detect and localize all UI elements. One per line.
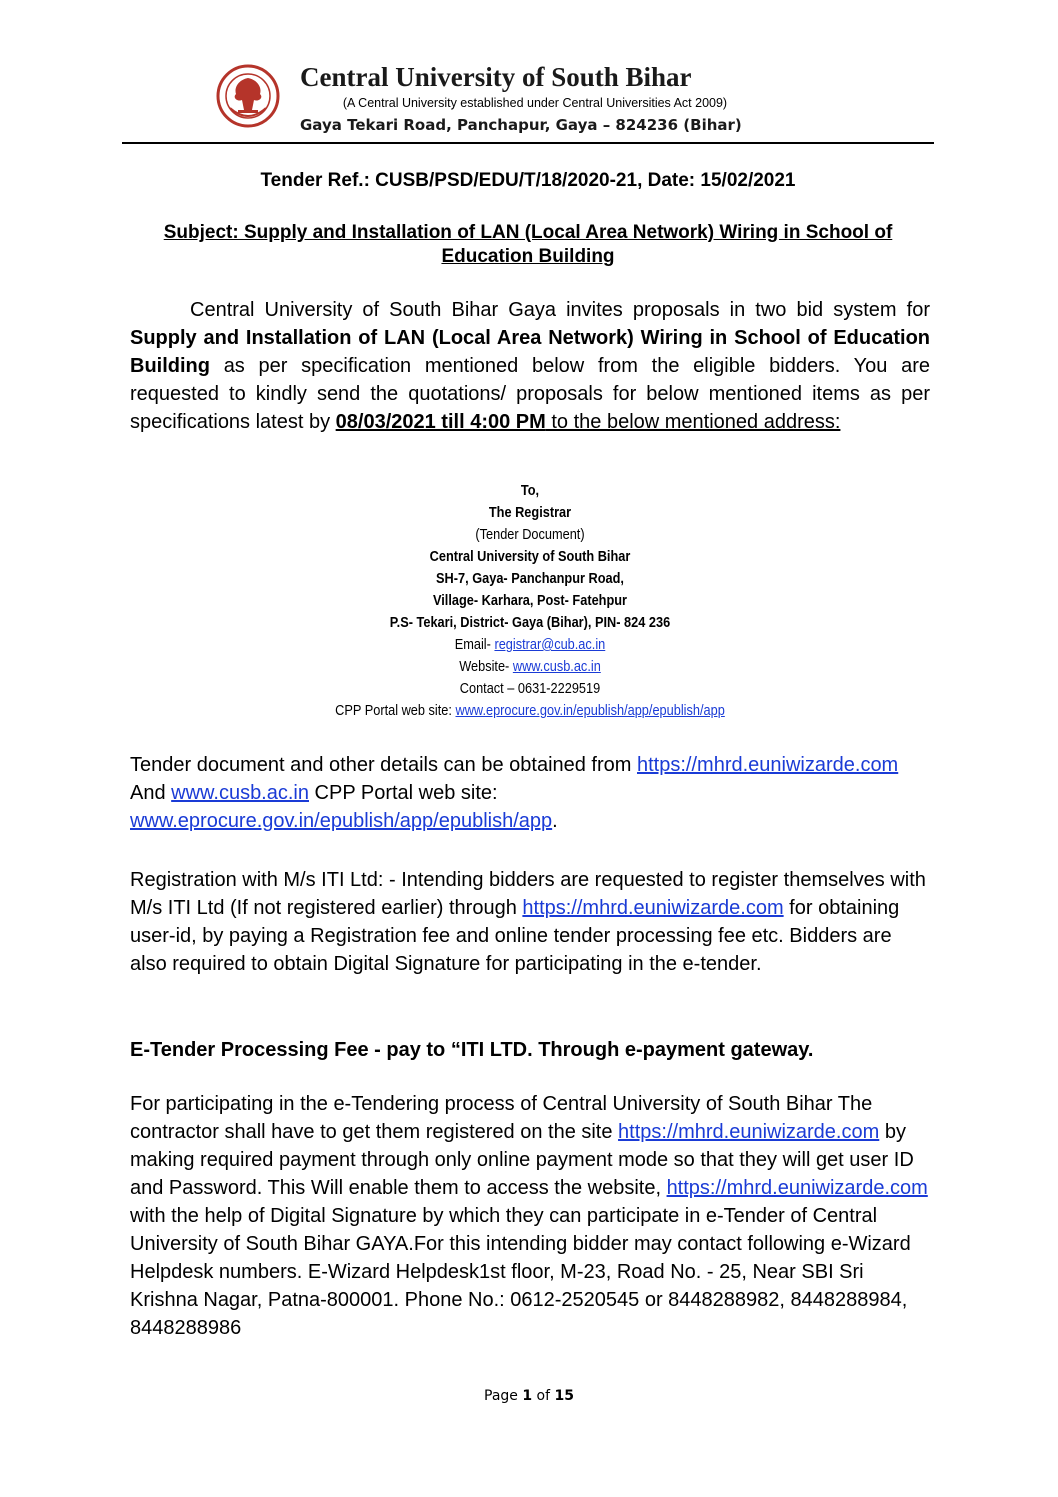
address-email-line — [266, 634, 794, 656]
registration-euniwizarde-link[interactable]: https://mhrd.euniwizarde.com — [522, 897, 784, 919]
tender-doc-text-3: CPP Portal web site: — [309, 782, 498, 804]
euniwizarde-link[interactable]: https://mhrd.euniwizarde.com — [637, 754, 899, 776]
tender-document-paragraph — [130, 751, 930, 835]
university-name: Central University of South Bihar — [300, 62, 692, 92]
page-total: 15 — [554, 1388, 574, 1404]
page-number: 1 — [522, 1388, 533, 1404]
intro-bold-title: Supply and Installation of LAN (Local Area Network) Wiring in School of Education Building — [130, 327, 930, 377]
intro-text-2: as per specification mentioned below from the eligible bidders. You are requested to kindly send the quotations/ proposals for below mentioned items as per specifications latest by — [130, 355, 930, 433]
cusb-website-link[interactable]: www.cusb.ac.in — [171, 782, 309, 804]
address-police-station: P.S- Tekari, District- Gaya (Bihar), PIN- 824 236 — [389, 615, 671, 631]
address-contact: Contact – 0631-2229519 — [459, 681, 601, 697]
participation-text-2: by making required payment through only online payment mode so that they will get user ID and Password. This Will enable them to access the website, — [130, 1121, 914, 1199]
intro-paragraph — [130, 296, 930, 436]
participation-link-1[interactable]: https://mhrd.euniwizarde.com — [618, 1121, 880, 1143]
submission-deadline: 08/03/2021 till 4:00 PM — [335, 411, 546, 433]
letterhead-divider — [122, 142, 934, 144]
address-tender-document: (Tender Document) — [475, 527, 585, 543]
address-website-line — [266, 656, 794, 678]
tender-doc-text-2: And — [130, 782, 172, 804]
participation-paragraph — [130, 1090, 930, 1342]
subject-line: Subject: Supply and Installation of LAN (Local Area Network) Wiring in School of Education Building — [163, 222, 893, 267]
participation-text-3: with the help of Digital Signature by which they can participate in e-Tender of Central University of South Bihar GAYA.For this intending bidder may contact following e-Wizard Helpdesk numbers. E-Wizard Helpdesk1st floor, M-23, Road No. - 25, Near SBI Sri Krishna Nagar, Patna-800001. Phone No.: 0612-2520545 or 8448288982, 8448288984, 8448288986 — [130, 1205, 911, 1339]
website-link[interactable]: www.cusb.ac.in — [512, 659, 601, 675]
tender-doc-text-4: . — [552, 810, 558, 832]
tender-doc-text-1: Tender document and other details can be obtained from — [130, 754, 637, 776]
address-university: Central University of South Bihar — [429, 549, 631, 565]
address-cpp-line — [266, 700, 794, 722]
cpp-label: CPP Portal web site: — [335, 703, 456, 719]
address-road: SH-7, Gaya- Panchanpur Road, — [436, 571, 624, 587]
eprocure-link[interactable]: www.eprocure.gov.in/epublish/app/epublish/app — [130, 810, 553, 832]
address-to: To, — [520, 483, 540, 499]
email-label: Email- — [454, 637, 495, 653]
registrar-address-block — [266, 480, 794, 722]
registration-text-2: for obtaining user-id, by paying a Registration fee and online tender processing fee etc. Bidders are also required to obtain Digital Signature for participating in the e-tender. — [130, 897, 900, 975]
registration-paragraph — [130, 866, 930, 978]
address-registrar: The Registrar — [488, 505, 572, 521]
tender-reference: Tender Ref.: CUSB/PSD/EDU/T/18/2020-21, Date: 15/02/2021 — [260, 170, 796, 191]
processing-fee-heading: E-Tender Processing Fee - pay to “ITI LTD. Through e-payment gateway. — [130, 1039, 814, 1061]
university-address: Gaya Tekari Road, Panchapur, Gaya – 824236 (Bihar) — [300, 116, 742, 134]
page-word: Page — [484, 1388, 523, 1404]
registration-text-1: Registration with M/s ITI Ltd: - Intending bidders are requested to register themselves with M/s ITI Ltd (If not registered earlier) through — [130, 869, 926, 919]
cpp-portal-link[interactable]: www.eprocure.gov.in/epublish/app/epublish/app — [455, 703, 725, 719]
university-establishment-note: (A Central University established under Central Universities Act 2009) — [342, 96, 728, 110]
intro-text-3: to the below mentioned address: — [545, 411, 841, 433]
page-footer — [0, 1388, 1058, 1404]
intro-text-1: Central University of South Bihar Gaya invites proposals in two bid system for — [190, 299, 930, 321]
website-label: Website- — [459, 659, 513, 675]
university-seal-icon — [216, 64, 280, 128]
email-link[interactable]: registrar@cub.ac.in — [494, 637, 606, 653]
participation-text-1: For participating in the e-Tendering process of Central University of South Bihar The contractor shall have to get them registered on the site — [130, 1093, 873, 1143]
participation-link-2[interactable]: https://mhrd.euniwizarde.com — [666, 1177, 928, 1199]
address-village: Village- Karhara, Post- Fatehpur — [432, 593, 628, 609]
page-of-word: of — [532, 1388, 555, 1404]
